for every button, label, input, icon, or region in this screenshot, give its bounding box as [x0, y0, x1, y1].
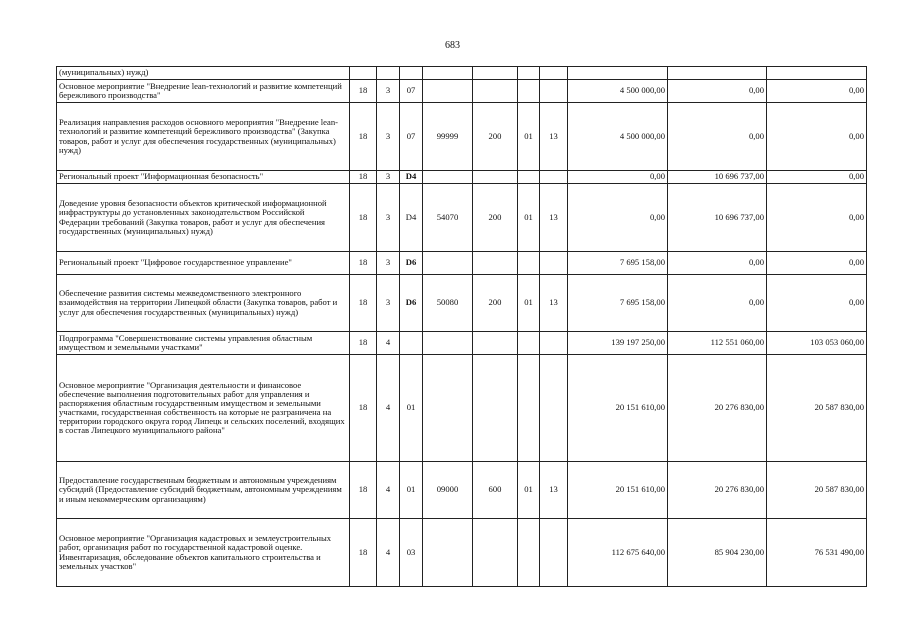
cell-subsection [540, 80, 568, 103]
cell-expense-type [473, 67, 518, 80]
cell-value-year3: 0,00 [767, 80, 867, 103]
row-name: Региональный проект "Информационная безопасность" [57, 171, 350, 184]
cell-expense-type: 200 [473, 275, 518, 332]
cell-direction-code [423, 80, 473, 103]
row-name: Предоставление государственным бюджетным и автономным учреждениям субсидий (Предоставление субсидий бюджетным, автономным учреждениям и иным некоммерческим организациям) [57, 462, 350, 519]
row-name: Подпрограмма "Совершенствование системы управления областным имуществом и земельными участками" [57, 332, 350, 355]
table-row [57, 171, 867, 184]
cell-value-year3: 0,00 [767, 184, 867, 252]
cell-value-year1: 4 500 000,00 [568, 80, 668, 103]
cell-admin-code: 18 [350, 252, 377, 275]
cell-measure-code: 03 [400, 519, 423, 587]
cell-subsection [540, 332, 568, 355]
cell-expense-type [473, 355, 518, 462]
cell-value-year1: 139 197 250,00 [568, 332, 668, 355]
table-row [57, 462, 867, 519]
cell-section [518, 355, 540, 462]
cell-value-year2: 0,00 [668, 103, 767, 171]
cell-section: 01 [518, 184, 540, 252]
cell-subsection: 13 [540, 184, 568, 252]
cell-value-year3: 20 587 830,00 [767, 462, 867, 519]
cell-direction-code [423, 67, 473, 80]
table-row [57, 332, 867, 355]
cell-direction-code: 54070 [423, 184, 473, 252]
cell-subsection [540, 67, 568, 80]
row-name: Основное мероприятие "Внедрение lean-технологий и развитие компетенций бережливого производства" [57, 80, 350, 103]
row-name: Обеспечение развития системы межведомственного электронного взаимодействия на территории Липецкой области (Закупка товаров, работ и услуг для обеспечения государственных (муниципальных) нужд) [57, 275, 350, 332]
cell-subsection: 13 [540, 462, 568, 519]
row-name: (муниципальных) нужд) [57, 67, 350, 80]
cell-subprogram-code: 4 [377, 462, 400, 519]
cell-value-year2: 0,00 [668, 252, 767, 275]
cell-subsection [540, 171, 568, 184]
cell-value-year1 [568, 67, 668, 80]
cell-admin-code: 18 [350, 462, 377, 519]
cell-value-year3 [767, 67, 867, 80]
cell-subprogram-code: 4 [377, 519, 400, 587]
cell-direction-code: 99999 [423, 103, 473, 171]
cell-subprogram-code: 3 [377, 184, 400, 252]
cell-direction-code [423, 519, 473, 587]
row-name: Региональный проект "Цифровое государственное управление" [57, 252, 350, 275]
row-name: Реализация направления расходов основного мероприятия "Внедрение lean-технологий и развитие компетенций бережливого производства" (Закупка товаров, работ и услуг для обеспечения государственных (муниципальных) нужд) [57, 103, 350, 171]
cell-subsection: 13 [540, 275, 568, 332]
cell-subsection [540, 355, 568, 462]
cell-subsection [540, 252, 568, 275]
cell-value-year1: 0,00 [568, 171, 668, 184]
cell-value-year1: 20 151 610,00 [568, 355, 668, 462]
cell-admin-code: 18 [350, 355, 377, 462]
cell-admin-code [350, 67, 377, 80]
cell-expense-type: 600 [473, 462, 518, 519]
cell-admin-code: 18 [350, 332, 377, 355]
cell-value-year1: 112 675 640,00 [568, 519, 668, 587]
cell-value-year1: 7 695 158,00 [568, 275, 668, 332]
cell-section [518, 80, 540, 103]
cell-section [518, 67, 540, 80]
cell-direction-code: 09000 [423, 462, 473, 519]
table-row [57, 80, 867, 103]
budget-table [56, 66, 867, 587]
cell-subprogram-code: 4 [377, 355, 400, 462]
cell-admin-code: 18 [350, 103, 377, 171]
cell-direction-code [423, 332, 473, 355]
cell-value-year2: 0,00 [668, 80, 767, 103]
cell-value-year2: 10 696 737,00 [668, 184, 767, 252]
cell-value-year3: 0,00 [767, 275, 867, 332]
cell-value-year1: 7 695 158,00 [568, 252, 668, 275]
cell-expense-type: 200 [473, 184, 518, 252]
cell-section: 01 [518, 103, 540, 171]
cell-admin-code: 18 [350, 275, 377, 332]
cell-measure-code: D4 [400, 171, 423, 184]
cell-expense-type: 200 [473, 103, 518, 171]
cell-direction-code [423, 171, 473, 184]
cell-value-year2 [668, 67, 767, 80]
table-row [57, 355, 867, 462]
cell-expense-type [473, 171, 518, 184]
table-row [57, 252, 867, 275]
cell-expense-type [473, 332, 518, 355]
cell-value-year1: 20 151 610,00 [568, 462, 668, 519]
cell-value-year2: 85 904 230,00 [668, 519, 767, 587]
cell-value-year3: 103 053 060,00 [767, 332, 867, 355]
cell-expense-type [473, 519, 518, 587]
cell-value-year3: 0,00 [767, 252, 867, 275]
cell-section: 01 [518, 462, 540, 519]
row-name: Основное мероприятие "Организация кадастровых и землеустроительных работ, организация работ по государственной кадастровой оценке. Инвентаризация, обследование объектов капитального строительства и земельных участков" [57, 519, 350, 587]
cell-value-year3: 0,00 [767, 171, 867, 184]
table-row [57, 519, 867, 587]
cell-measure-code: D6 [400, 275, 423, 332]
cell-value-year1: 0,00 [568, 184, 668, 252]
cell-subsection: 13 [540, 103, 568, 171]
cell-value-year2: 0,00 [668, 275, 767, 332]
cell-section: 01 [518, 275, 540, 332]
table-row [57, 275, 867, 332]
cell-admin-code: 18 [350, 184, 377, 252]
cell-value-year2: 20 276 830,00 [668, 355, 767, 462]
cell-measure-code: 07 [400, 80, 423, 103]
cell-measure-code: 07 [400, 103, 423, 171]
cell-value-year3: 20 587 830,00 [767, 355, 867, 462]
table-row [57, 184, 867, 252]
cell-value-year1: 4 500 000,00 [568, 103, 668, 171]
cell-subprogram-code: 3 [377, 171, 400, 184]
cell-subprogram-code: 3 [377, 275, 400, 332]
cell-section [518, 171, 540, 184]
cell-expense-type [473, 80, 518, 103]
table-row [57, 103, 867, 171]
cell-value-year2: 20 276 830,00 [668, 462, 767, 519]
cell-subprogram-code: 3 [377, 252, 400, 275]
cell-measure-code: 01 [400, 462, 423, 519]
cell-admin-code: 18 [350, 171, 377, 184]
cell-value-year2: 112 551 060,00 [668, 332, 767, 355]
row-name: Основное мероприятие "Организация деятельности и финансовое обеспечение выполнения подготовительных работ для управления и распоряжения областным государственным имуществом и земельными участками, государственная собственность на которые не разграничена на территории городского округа город Липецк и сельских поселений, входящих в состав Липецкого муниципального района" [57, 355, 350, 462]
cell-section [518, 519, 540, 587]
cell-expense-type [473, 252, 518, 275]
cell-admin-code: 18 [350, 519, 377, 587]
cell-subprogram-code: 3 [377, 80, 400, 103]
row-name: Доведение уровня безопасности объектов критической информационной инфраструктуры до установленных законодательством Российской Федерации требований (Закупка товаров, работ и услуг для обеспечения государственных (муниципальных) нужд) [57, 184, 350, 252]
cell-subprogram-code: 3 [377, 103, 400, 171]
cell-direction-code [423, 252, 473, 275]
page-number: 683 [445, 40, 460, 51]
cell-value-year3: 76 531 490,00 [767, 519, 867, 587]
cell-value-year2: 10 696 737,00 [668, 171, 767, 184]
cell-admin-code: 18 [350, 80, 377, 103]
cell-direction-code [423, 355, 473, 462]
cell-direction-code: 50080 [423, 275, 473, 332]
cell-subsection [540, 519, 568, 587]
cell-subprogram-code: 4 [377, 332, 400, 355]
cell-section [518, 252, 540, 275]
cell-measure-code: D4 [400, 184, 423, 252]
cell-value-year3: 0,00 [767, 103, 867, 171]
table-row [57, 67, 867, 80]
cell-section [518, 332, 540, 355]
cell-measure-code: D6 [400, 252, 423, 275]
cell-measure-code: 01 [400, 355, 423, 462]
cell-subprogram-code [377, 67, 400, 80]
cell-measure-code [400, 67, 423, 80]
cell-measure-code [400, 332, 423, 355]
